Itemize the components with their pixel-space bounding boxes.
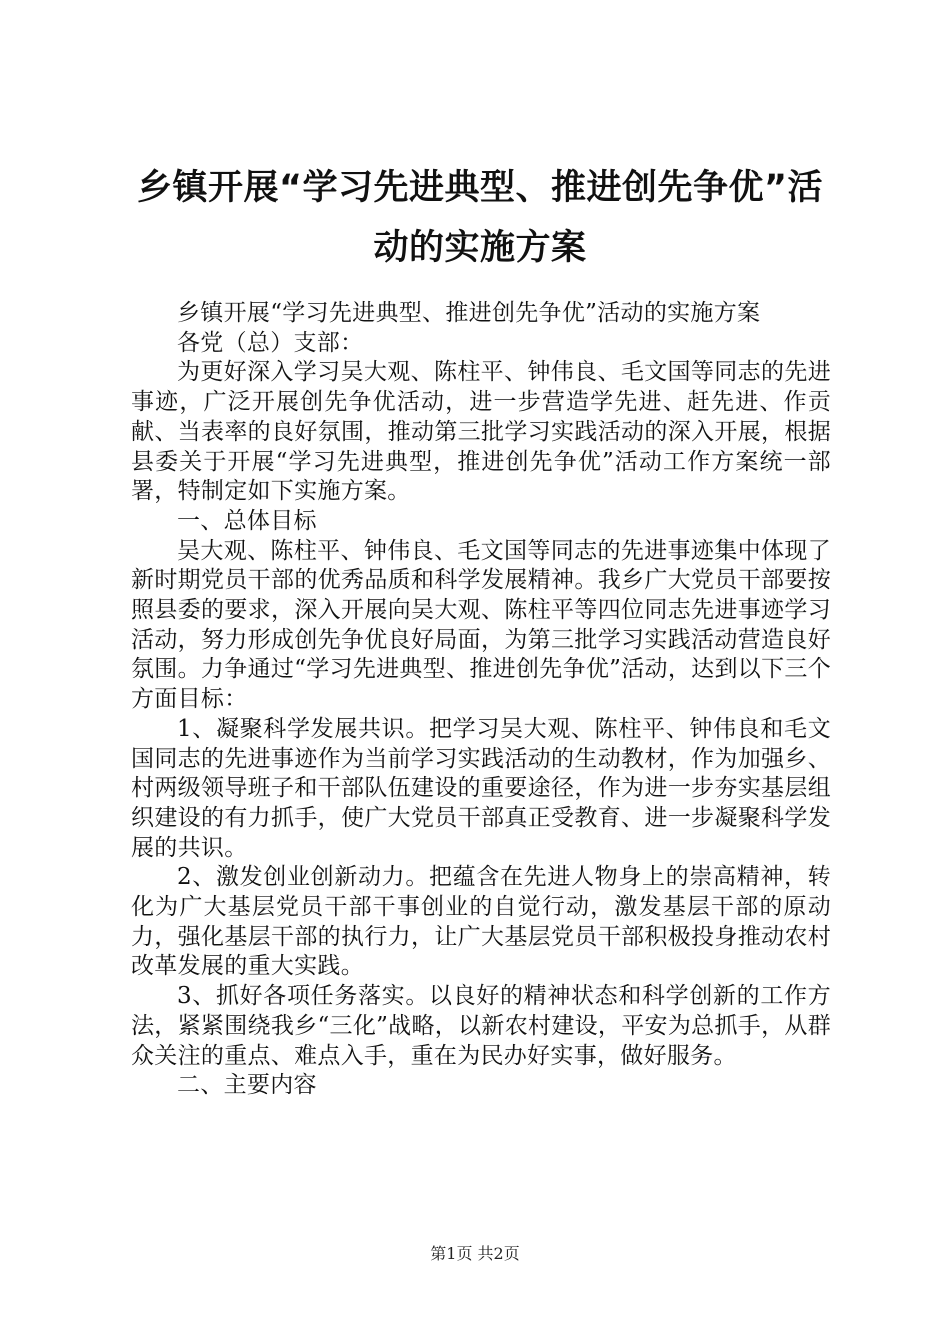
goals-paragraph: 吴大观、陈柱平、钟伟良、毛文国等同志的先进事迹集中体现了新时期党员干部的优秀品质和科学发展精神。我乡广大党员干部要按照县委的要求，深入开展向吴大观、陈柱平等四位同志先进事迹学习活动，努力形成创先争优良好局面，为第三批学习实践活动营造良好氛围。力争通过“学习先进典型、推进创先争优”活动，达到以下三个方面目标：	[131, 537, 831, 713]
section-heading-content: 二、主要内容	[177, 1072, 317, 1099]
intro-paragraph: 为更好深入学习吴大观、陈柱平、钟伟良、毛文国等同志的先进事迹，广泛开展创先争优活动，进一步营造学先进、赶先进、作贡献、当表率的良好氛围，推动第三批学习实践活动的深入开展，根据县委关于开展“学习先进典型，推进创先争优”活动工作方案统一部署，特制定如下实施方案。	[131, 359, 831, 505]
salutation: 各党（总）支部：	[177, 329, 364, 356]
title-line-2: 动的实施方案	[373, 228, 587, 268]
document-title	[120, 158, 840, 278]
goal-item-2: 2、激发创业创新动力。把蕴含在先进人物身上的崇高精神，转化为广大基层党员干部干事创业的自觉行动，激发基层干部的原动力，强化基层干部的执行力，让广大基层党员干部积极投身推动农村改革发展的重大实践。	[131, 864, 831, 980]
document-body	[131, 299, 831, 1101]
subtitle-paragraph: 乡镇开展“学习先进典型、推进创先争优”活动的实施方案	[177, 300, 761, 326]
page-footer: 第1页 共2页	[430, 1244, 520, 1263]
title-line-1: 乡镇开展“学习先进典型、推进创先争优”活	[136, 168, 823, 208]
goal-item-3: 3、抓好各项任务落实。以良好的精神状态和科学创新的工作方法，紧紧围绕我乡“三化”战略，以新农村建设，平安为总抓手，从群众关注的重点、难点入手，重在为民办好实事，做好服务。	[131, 983, 831, 1069]
goal-item-1: 1、凝聚科学发展共识。把学习吴大观、陈柱平、钟伟良和毛文国同志的先进事迹作为当前学习实践活动的生动教材，作为加强乡、村两级领导班子和干部队伍建设的重要途径，作为进一步夯实基层组织建设的有力抓手，使广大党员干部真正受教育、进一步凝聚科学发展的共识。	[131, 715, 831, 861]
section-heading-goals: 一、总体目标	[177, 507, 317, 534]
